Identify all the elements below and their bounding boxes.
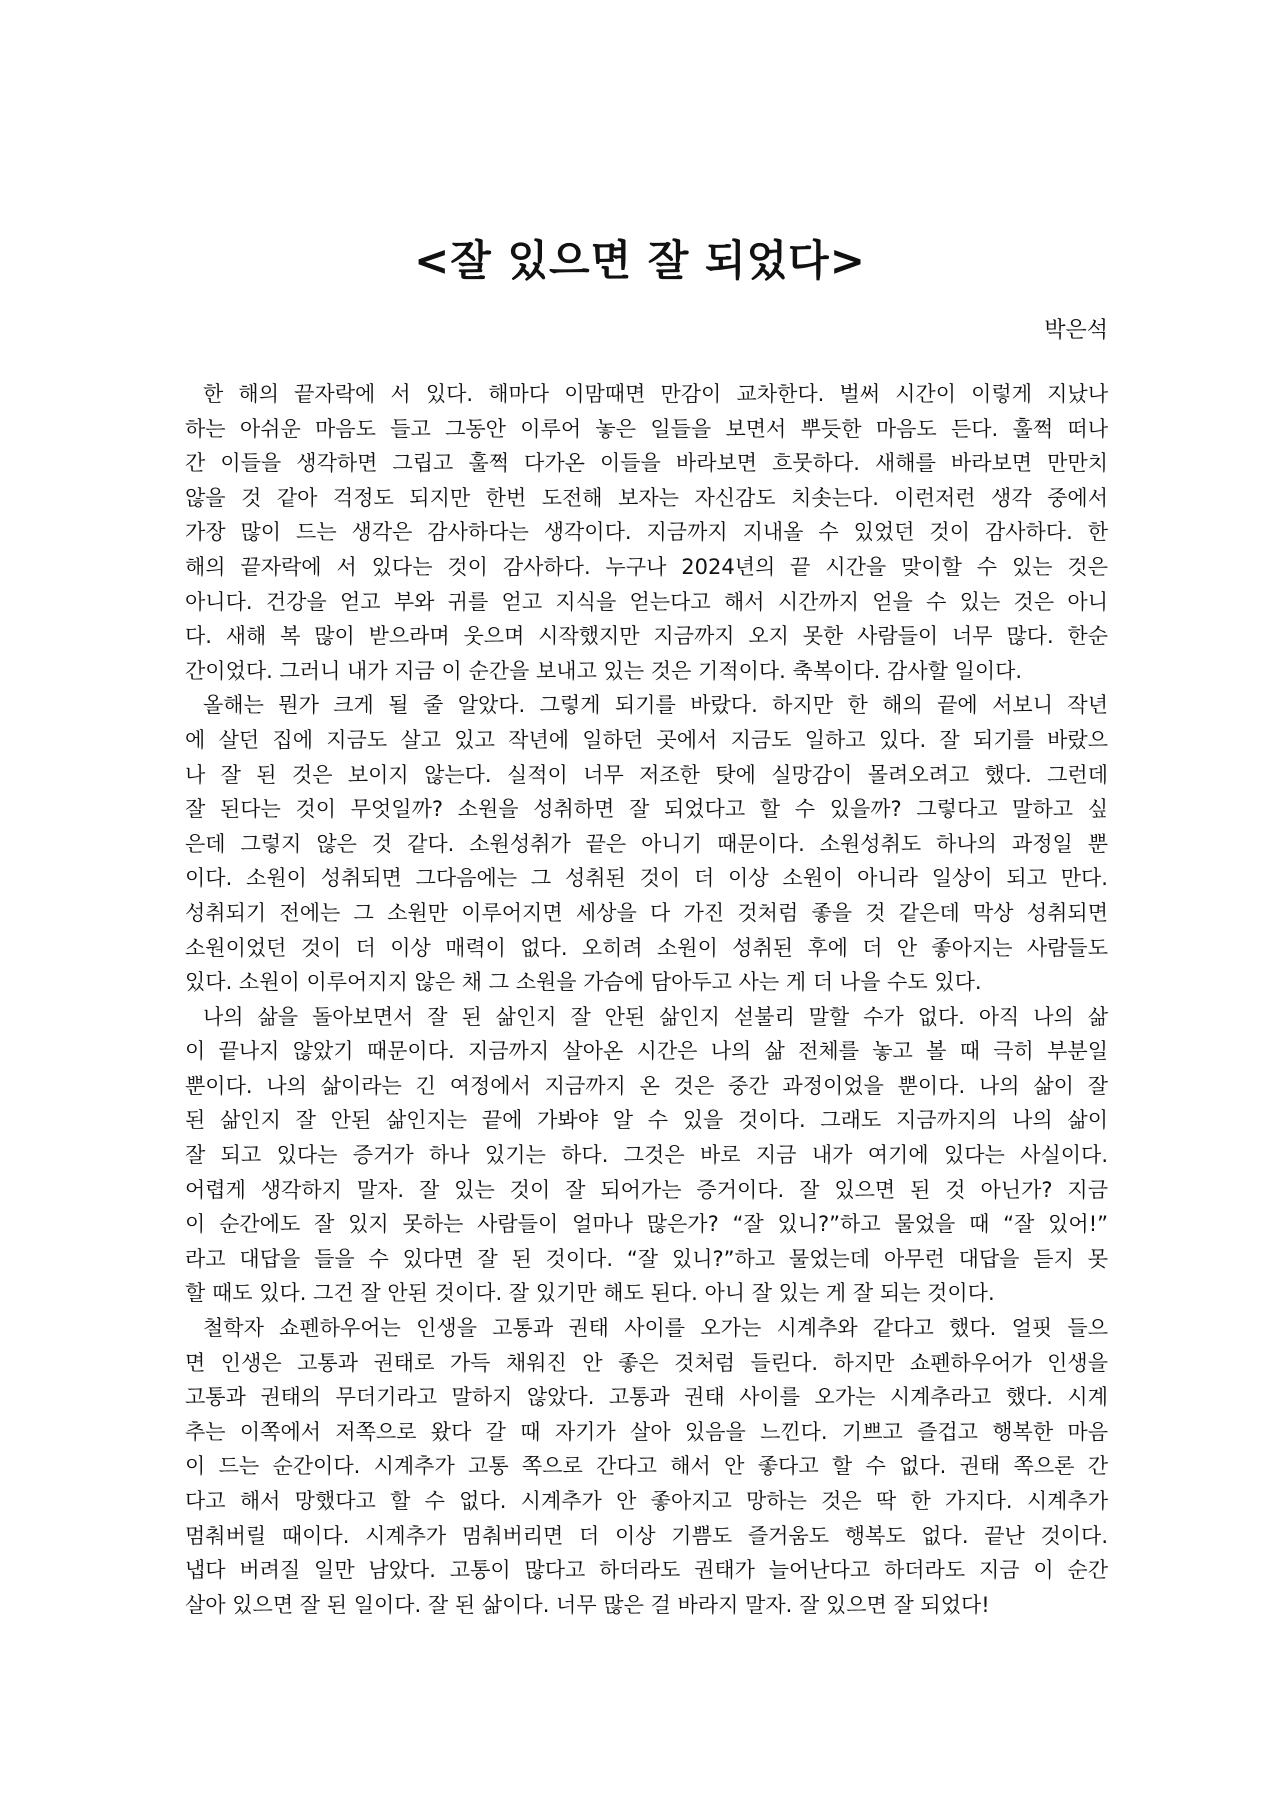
essay-body <box>185 377 1108 1622</box>
text-line: 잘 된다는 것이 무엇일까? 소원을 성취하면 잘 되었다고 할 수 있을까? 그렇다고 말하고 싶 <box>185 797 1108 822</box>
text-line: 아니다. 건강을 얻고 부와 귀를 얻고 지식을 얻는다고 해서 시간까지 얻을 수 있는 것은 아니 <box>185 589 1108 614</box>
text-line: 멈춰버릴 때이다. 시계추가 멈춰버리면 더 이상 기쁨도 즐거움도 행복도 없다. 끝난 것이다. <box>185 1523 1108 1548</box>
paragraph <box>185 688 1108 999</box>
text-line: 해의 끝자락에 서 있다는 것이 감사하다. 누구나 2024년의 끝 시간을 맞이할 수 있는 것은 <box>185 554 1108 579</box>
text-line: 않을 것 같아 걱정도 되지만 한번 도전해 보자는 자신감도 치솟는다. 이런저런 생각 중에서 <box>185 485 1108 510</box>
text-line: 한 해의 끝자락에 서 있다. 해마다 이맘때면 만감이 교차한다. 벌써 시간이 이렇게 지났나 <box>203 382 1108 406</box>
text-line: 어렵게 생각하지 말자. 잘 있는 것이 잘 되어가는 증거이다. 잘 있으면 된 것 아닌가? 지금 <box>185 1177 1108 1202</box>
text-line: 간 이들을 생각하면 그립고 훌쩍 다가온 이들을 바라보면 흐뭇하다. 새해를 바라보면 만만치 <box>185 451 1108 476</box>
text-line: 살아 있으면 잘 된 일이다. 잘 된 삶이다. 너무 많은 걸 바라지 말자. 잘 있으면 잘 되었다! <box>185 1592 990 1617</box>
text-line: 가장 많이 드는 생각은 감사하다는 생각이다. 지금까지 지내올 수 있었던 것이 감사하다. 한 <box>185 520 1108 545</box>
paragraph <box>185 1000 1108 1311</box>
text-line: 라고 대답을 들을 수 있다면 잘 된 것이다. “잘 있니?”하고 물었는데 아무런 대답을 듣지 못 <box>185 1246 1108 1271</box>
text-line: 은데 그렇지 않은 것 같다. 소원성취가 끝은 아니기 때문이다. 소원성취도 하나의 과정일 뿐 <box>185 831 1108 856</box>
paragraph <box>185 377 1108 688</box>
text-line: 이다. 소원이 성취되면 그다음에는 그 성취된 것이 더 이상 소원이 아니라 일상이 되고 만다. <box>185 866 1108 891</box>
text-line: 추는 이쪽에서 저쪽으로 왔다 갈 때 자기가 살아 있음을 느낀다. 기쁘고 즐겁고 행복한 마음 <box>185 1419 1108 1444</box>
text-line: 다고 해서 망했다고 할 수 없다. 시계추가 안 좋아지고 망하는 것은 딱 한 가지다. 시계추가 <box>185 1489 1108 1513</box>
text-line: 할 때도 있다. 그건 잘 안된 것이다. 잘 있기만 해도 된다. 아니 잘 있는 게 잘 되는 것이다. <box>185 1281 995 1306</box>
author-name: 박은석 <box>1044 318 1108 343</box>
text-line: 철학자 쇼펜하우어는 인생을 고통과 권태 사이를 오가는 시계추와 같다고 했다. 얼핏 들으 <box>203 1316 1108 1341</box>
text-line: 있다. 소원이 이루어지지 않은 채 그 소원을 가슴에 담아두고 사는 게 더 나을 수도 있다. <box>185 970 982 995</box>
text-line: 다. 새해 복 많이 받으라며 웃으며 시작했지만 지금까지 오지 못한 사람들이 너무 많다. 한순 <box>185 624 1108 649</box>
text-line: 에 살던 집에 지금도 살고 있고 작년에 일하던 곳에서 지금도 일하고 있다. 잘 되기를 바랐으 <box>185 727 1108 752</box>
text-line: 고통과 권태의 무더기라고 말하지 않았다. 고통과 권태 사이를 오가는 시계추라고 했다. 시계 <box>185 1385 1108 1410</box>
text-line: 잘 되고 있다는 증거가 하나 있기는 하다. 그것은 바로 지금 내가 여기에 있다는 사실이다. <box>185 1143 1108 1168</box>
paragraph <box>185 1311 1108 1622</box>
text-line: 이 끝나지 않았기 때문이다. 지금까지 살아온 시간은 나의 삶 전체를 놓고 볼 때 극히 부분일 <box>185 1039 1108 1064</box>
text-line: 나의 삶을 돌아보면서 잘 된 삶인지 잘 안된 삶인지 섣불리 말할 수가 없다. 아직 나의 삶 <box>203 1004 1108 1029</box>
text-line: 된 삶인지 잘 안된 삶인지는 끝에 가봐야 알 수 있을 것이다. 그래도 지금까지의 나의 삶이 <box>185 1108 1108 1133</box>
text-line: 냅다 버려질 일만 남았다. 고통이 많다고 하더라도 권태가 늘어난다고 하더라도 지금 이 순간 <box>185 1558 1108 1583</box>
text-line: 면 인생은 고통과 권태로 가득 채워진 안 좋은 것처럼 들린다. 하지만 쇼펜하우어가 인생을 <box>185 1350 1108 1375</box>
text-line: 간이었다. 그러니 내가 지금 이 순간을 보내고 있는 것은 기적이다. 축복이다. 감사할 일이다. <box>185 658 1023 683</box>
text-line: 나 잘 된 것은 보이지 않는다. 실적이 너무 저조한 탓에 실망감이 몰려오려고 했다. 그런데 <box>185 762 1108 787</box>
text-line: 이 순간에도 잘 있지 못하는 사람들이 얼마나 많은가? “잘 있니?”하고 물었을 때 “잘 있어!” <box>185 1212 1108 1237</box>
document-title: <잘 있으면 잘 되었다> <box>414 236 866 286</box>
text-line: 성취되기 전에는 그 소원만 이루어지면 세상을 다 가진 것처럼 좋을 것 같은데 막상 성취되면 <box>185 900 1108 925</box>
text-line: 올해는 뭔가 크게 될 줄 알았다. 그렇게 되기를 바랐다. 하지만 한 해의 끝에 서보니 작년 <box>203 693 1108 718</box>
text-line: 이 드는 순간이다. 시계추가 고통 쪽으로 간다고 해서 안 좋다고 할 수 없다. 권태 쪽으론 간 <box>185 1454 1108 1479</box>
text-line: 소원이었던 것이 더 이상 매력이 없다. 오히려 소원이 성취된 후에 더 안 좋아지는 사람들도 <box>185 935 1108 960</box>
text-line: 하는 아쉬운 마음도 들고 그동안 이루어 놓은 일들을 보면서 뿌듯한 마음도 든다. 훌쩍 떠나 <box>185 416 1108 441</box>
text-line: 뿐이다. 나의 삶이라는 긴 여정에서 지금까지 온 것은 중간 과정이었을 뿐이다. 나의 삶이 잘 <box>185 1073 1108 1098</box>
